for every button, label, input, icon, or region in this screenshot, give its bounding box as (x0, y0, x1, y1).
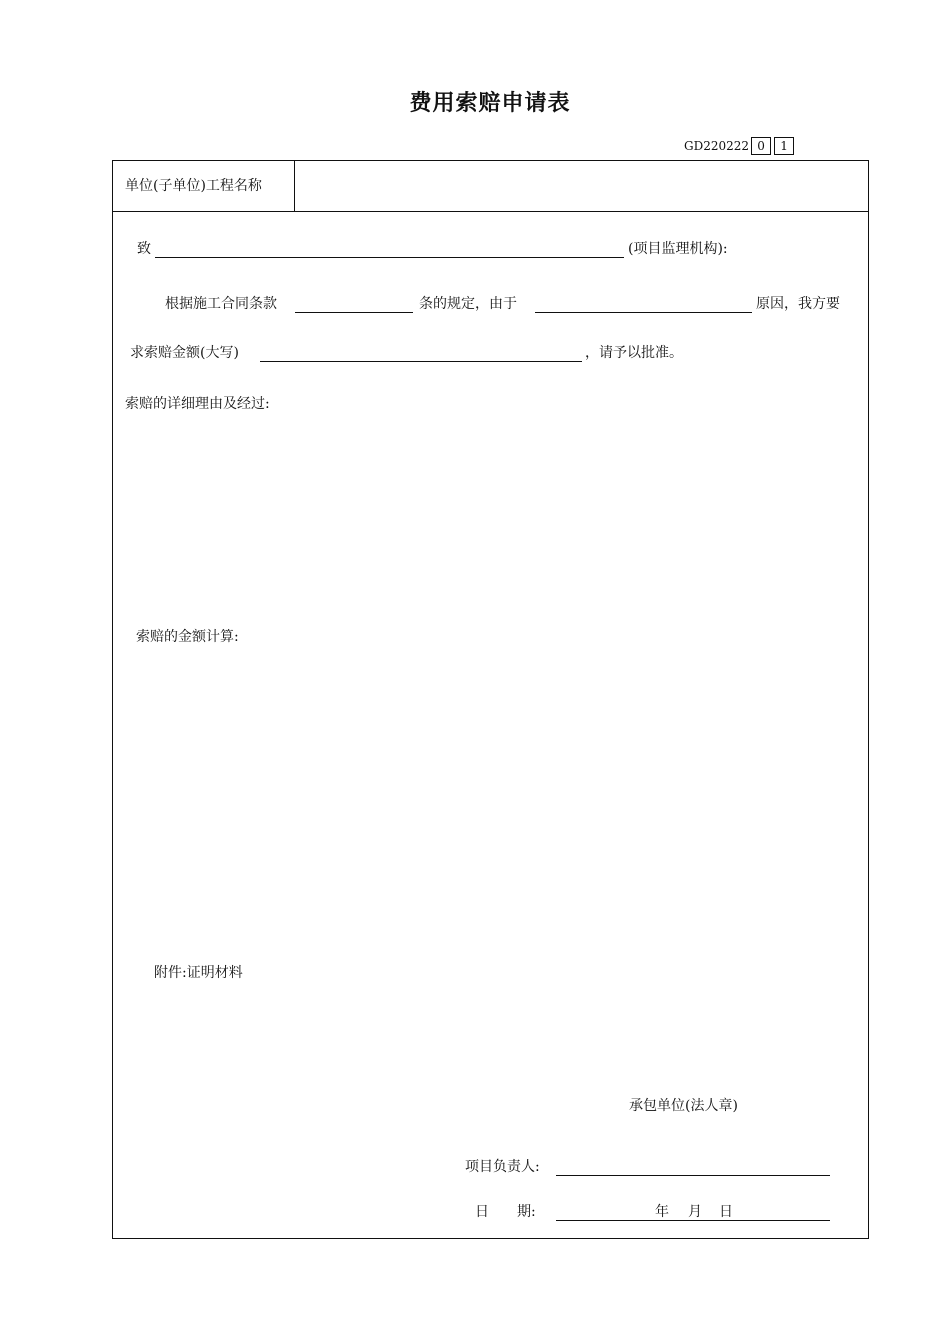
to-suffix: (项目监理机构): (628, 241, 728, 257)
date-month: 月 (688, 1204, 702, 1220)
form-code (684, 136, 794, 156)
to-field-line[interactable] (155, 257, 624, 258)
body-text-1: 根据施工合同条款 (165, 296, 277, 312)
contractor-seal-label: 承包单位(法人章) (629, 1098, 738, 1114)
manager-field-line[interactable] (556, 1175, 830, 1176)
page-title: 费用索赔申请表 (409, 91, 571, 116)
project-name-label: 单位(子单位)工程名称 (113, 161, 295, 211)
date-year: 年 (655, 1204, 669, 1220)
details-label: 索赔的详细理由及经过: (125, 396, 270, 412)
manager-label: 项目负责人: (465, 1159, 540, 1175)
form-code-box-2: 1 (774, 137, 794, 155)
reason-field-line[interactable] (535, 312, 752, 313)
project-name-row (113, 161, 868, 212)
body-text-2: 条的规定，由于 (419, 296, 517, 312)
body-text-4: 求索赔金额(大写) (130, 345, 239, 361)
body-text-5: ，请予以批准。 (585, 345, 683, 361)
calculation-label: 索赔的金额计算: (136, 629, 239, 645)
attachment-label: 附件:证明材料 (154, 965, 243, 981)
date-day: 日 (719, 1204, 733, 1220)
clause-field-line[interactable] (295, 312, 413, 313)
form-code-box-1: 0 (751, 137, 771, 155)
project-name-field[interactable] (297, 161, 867, 211)
to-prefix: 致 (137, 241, 151, 257)
amount-field-line[interactable] (260, 361, 582, 362)
body-text-3: 原因，我方要 (756, 296, 840, 312)
form-code-prefix: GD220222 (684, 139, 750, 153)
form-frame (112, 160, 869, 1239)
date-label: 日 期: (475, 1204, 536, 1220)
